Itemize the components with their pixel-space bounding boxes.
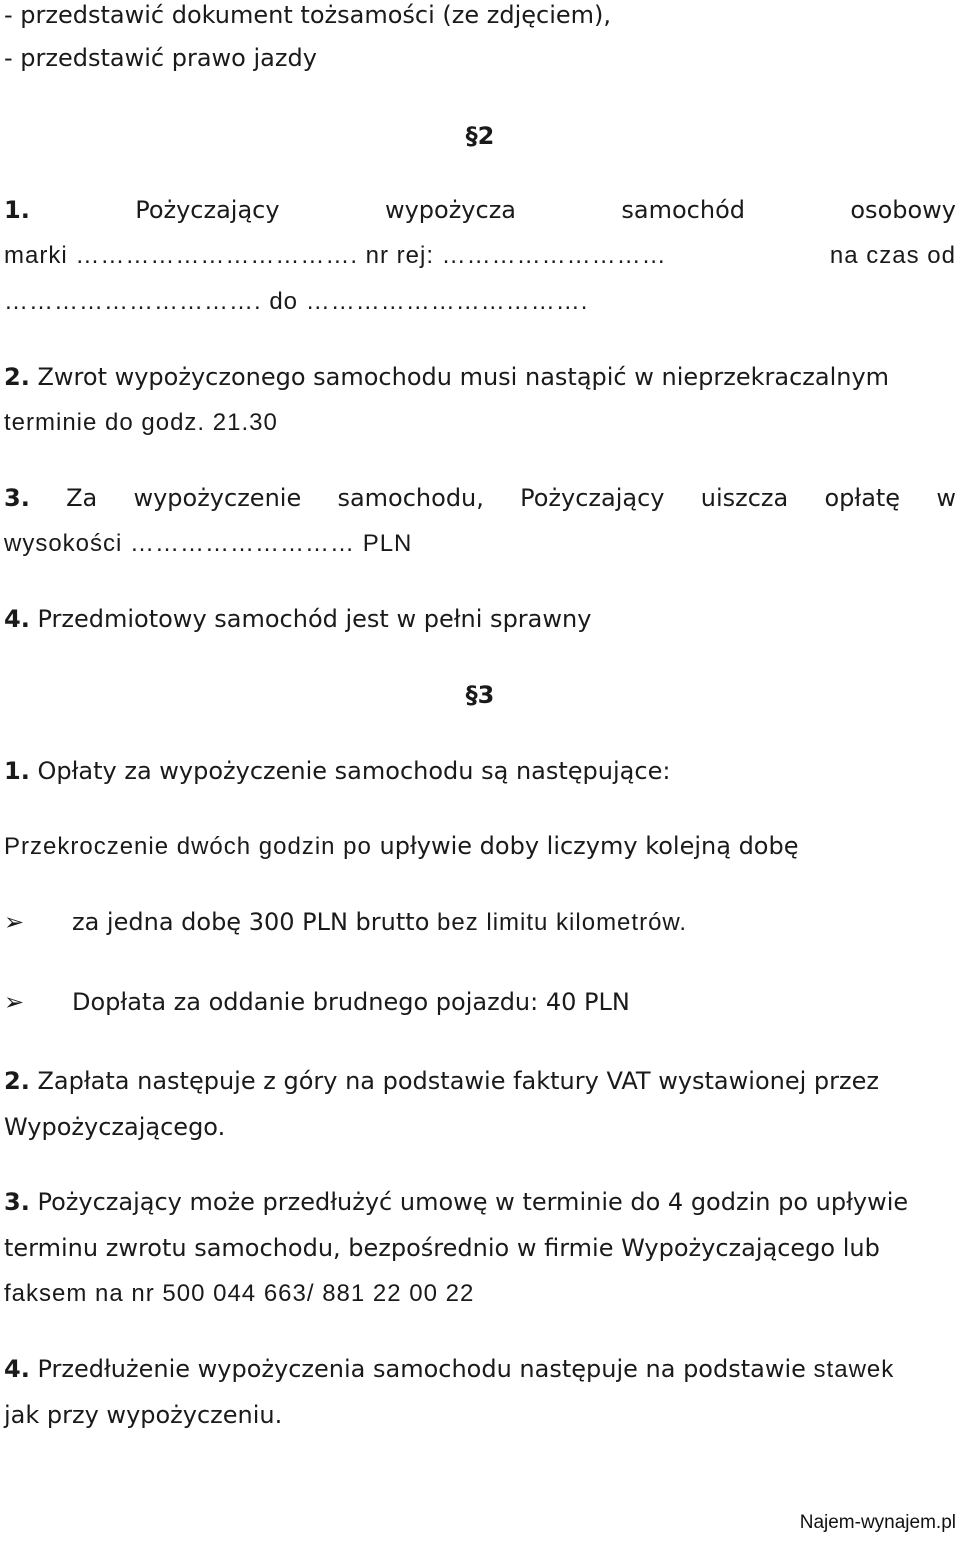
period-fields: …………………………. do …………………………….: [4, 288, 589, 315]
car-make-and-plate-field: marki ……………………………. nr rej: ………………………: [4, 242, 667, 269]
paragraph-text: Zapłata następuje z góry na podstawie faktury VAT wystawionej przez: [37, 1067, 879, 1095]
word: samochód: [621, 196, 745, 224]
word: opłatę: [824, 484, 901, 512]
section-mark: §3: [465, 681, 495, 709]
fax-numbers: faksem na nr 500 044 663/ 881 22 00 22: [4, 1280, 475, 1307]
section-3-heading: [4, 680, 956, 710]
paragraph-number: 1.: [4, 196, 30, 224]
paragraph-text: Opłaty za wypożyczenie samochodu są następujące:: [37, 757, 671, 785]
paragraph-number: 4.: [4, 605, 30, 633]
paragraph-number: 2.: [4, 1067, 30, 1095]
paragraph-text-tail: stawek: [813, 1356, 895, 1383]
s2-p2-line1: [4, 362, 956, 392]
section-mark: §2: [465, 122, 495, 150]
intro-text: - przedstawić prawo jazdy: [4, 44, 317, 72]
word: wypożycza: [384, 196, 517, 224]
paragraph-number: 3.: [4, 484, 30, 512]
s2-p1-line2: [4, 241, 956, 271]
word: osobowy: [850, 196, 956, 224]
overtime-text-a: Przekroczenie dwóch godzin po: [4, 833, 372, 860]
bullet-item-dirty-fee: [4, 987, 630, 1017]
s3-overtime-rule: [4, 831, 956, 862]
s3-p1: [4, 756, 956, 786]
bullet-tail: bez limitu kilometrów.: [437, 909, 688, 936]
s2-p1-line3: [4, 287, 956, 317]
intro-line-id-document: [4, 0, 956, 30]
word: Pożyczający: [135, 196, 280, 224]
paragraph-text: jak przy wypożyczeniu.: [4, 1401, 283, 1429]
intro-text: - przedstawić dokument tożsamości (ze zdjęciem),: [4, 1, 611, 29]
bullet-text: Dopłata za oddanie brudnego pojazdu: 40 PLN: [72, 988, 630, 1016]
s3-p3-line1: [4, 1187, 956, 1217]
s2-p2-line2: [4, 408, 956, 438]
fee-amount-field: wysokości ……………………… PLN: [4, 530, 413, 557]
s3-p2-line2: [4, 1112, 956, 1142]
paragraph-text: Przedłużenie wypożyczenia samochodu następuje na podstawie: [37, 1355, 806, 1383]
paragraph-text: terminu zwrotu samochodu, bezpośrednio w firmie Wypożyczającego lub: [4, 1234, 880, 1262]
s2-p4: [4, 604, 956, 634]
intro-line-driving-license: [4, 43, 956, 73]
paragraph-text: Wypożyczającego.: [4, 1113, 226, 1141]
s3-p4-line2: [4, 1400, 956, 1430]
word: w: [936, 484, 956, 512]
word: uiszcza: [700, 484, 789, 512]
s2-p3-line2: [4, 529, 956, 559]
s3-p3-line3: [4, 1279, 956, 1309]
overtime-text-b: upływie doby liczymy kolejną dobę: [379, 832, 799, 860]
paragraph-text: Zwrot wypożyczonego samochodu musi nastąpić w nieprzekraczalnym: [37, 363, 890, 391]
site-watermark: Najem-wynajem.pl: [799, 1512, 956, 1533]
bullet-item-daily-rate: [4, 907, 687, 938]
s3-p4-line1: [4, 1354, 956, 1385]
paragraph-number: 3.: [4, 1188, 30, 1216]
word: Za: [66, 484, 98, 512]
period-from-label: na czas od: [829, 242, 956, 269]
paragraph-number: 1.: [4, 757, 30, 785]
s3-p2-line1: [4, 1066, 956, 1096]
s2-p3-line1: [4, 483, 956, 513]
paragraph-text: Przedmiotowy samochód jest w pełni sprawny: [37, 605, 592, 633]
word: wypożyczenie: [133, 484, 302, 512]
paragraph-text: terminie do godz. 21.30: [4, 409, 278, 436]
paragraph-text: Pożyczający może przedłużyć umowę w terminie do 4 godzin po upływie: [37, 1188, 909, 1216]
bullet-text: za jedna dobę 300 PLN brutto: [72, 908, 430, 936]
s2-p1-line1: [4, 195, 956, 225]
arrow-bullet-icon: ➢: [4, 908, 25, 936]
paragraph-number: 2.: [4, 363, 30, 391]
s3-p3-line2: [4, 1233, 956, 1263]
paragraph-number: 4.: [4, 1355, 30, 1383]
word: Pożyczający: [520, 484, 665, 512]
section-2-heading: [4, 121, 956, 151]
word: samochodu,: [337, 484, 484, 512]
arrow-bullet-icon: ➢: [4, 988, 25, 1016]
